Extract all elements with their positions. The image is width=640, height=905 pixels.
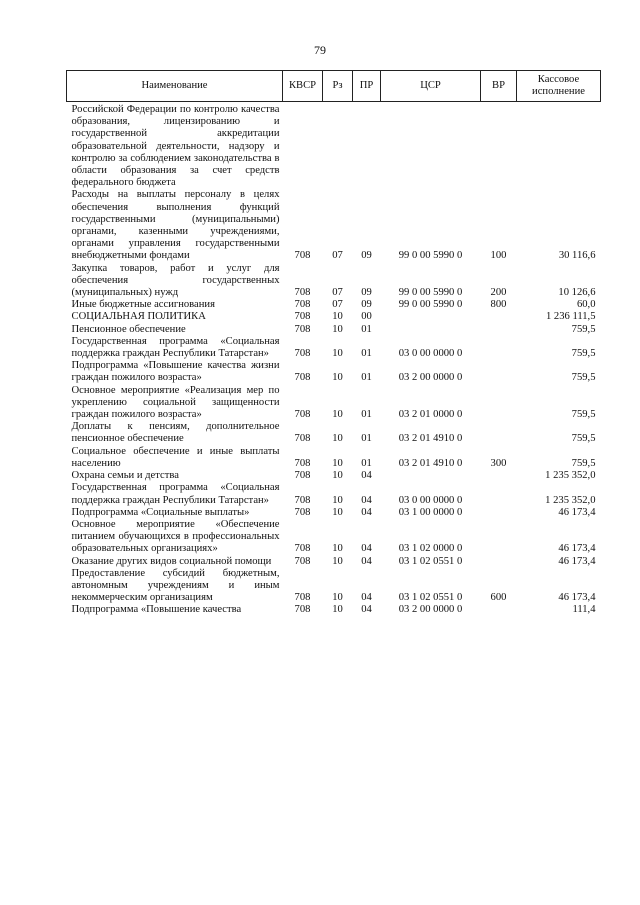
cell-kvsr: 708: [294, 543, 311, 555]
cell-sum: 46 173,4: [558, 555, 596, 567]
cell-kvsr: 708: [294, 311, 311, 323]
cell-pr: 01: [361, 433, 372, 445]
cell-rz: 10: [332, 457, 343, 469]
cell-kvsr: 708: [294, 592, 311, 604]
cell-name: Государственная программа «Социальная поддержка граждан Республики Татарстан»: [71, 482, 280, 506]
table-row: [67, 189, 601, 262]
cell-name: Подпрограмма «Социальные выплаты»: [71, 506, 250, 518]
cell-pr: 01: [361, 348, 372, 360]
cell-csr: [381, 324, 481, 336]
cell-pr: 01: [361, 323, 372, 335]
cell-csr: 03 2 01 4910 0: [398, 457, 463, 469]
cell-pr: 04: [361, 470, 372, 482]
cell-sum: 46 173,4: [558, 506, 596, 518]
cell-kvsr: 708: [294, 433, 311, 445]
table-row: [67, 421, 601, 445]
cell-csr: 03 2 00 0000 0: [398, 372, 463, 384]
cell-vr: 300: [490, 457, 507, 469]
cell-csr: 03 2 00 0000 0: [398, 604, 463, 616]
cell-vr: 100: [490, 250, 507, 262]
cell-vr: [481, 336, 517, 360]
header-name: Наименование: [67, 71, 283, 102]
cell-pr: 04: [361, 555, 372, 567]
table-row: [67, 102, 601, 190]
cell-sum: 759,5: [571, 457, 596, 469]
cell-kvsr: 708: [294, 409, 311, 421]
cell-vr: [481, 311, 517, 323]
header-rz: Рз: [323, 71, 353, 102]
cell-kvsr: 708: [294, 470, 311, 482]
cell-rz: 07: [332, 287, 343, 299]
cell-vr: 200: [490, 287, 507, 299]
cell-name: Социальное обеспечение и иные выплаты населению: [71, 445, 280, 469]
cell-csr: [381, 311, 481, 323]
budget-table: [66, 70, 601, 617]
cell-name: Государственная программа «Социальная поддержка граждан Республики Татарстан»: [71, 335, 280, 360]
cell-kvsr: 708: [294, 372, 311, 384]
cell-vr: [481, 385, 517, 422]
cell-rz: 10: [332, 592, 343, 604]
cell-rz: 10: [332, 348, 343, 360]
cell-pr: 04: [361, 604, 372, 616]
cell-csr: 03 0 00 0000 0: [398, 494, 463, 506]
cell-vr: [481, 421, 517, 445]
table-row: [67, 263, 601, 300]
cell-pr: 09: [361, 299, 372, 311]
cell-name: СОЦИАЛЬНАЯ ПОЛИТИКА: [71, 311, 206, 323]
cell-kvsr: 708: [294, 494, 311, 506]
table-row: [67, 299, 601, 311]
cell-pr: 09: [361, 250, 372, 262]
cell-vr: [481, 604, 517, 616]
cell-vr: 600: [490, 592, 507, 604]
cell-sum: 759,5: [571, 409, 596, 421]
cell-csr: [381, 470, 481, 482]
cell-rz: 10: [332, 494, 343, 506]
cell-name: Подпрограмма «Повышение качества жизни граждан пожилого возраста»: [71, 360, 280, 384]
cell-vr: [481, 102, 517, 190]
cell-sum: 759,5: [571, 433, 596, 445]
cell-kvsr: 708: [294, 506, 311, 518]
cell-vr: [481, 360, 517, 384]
cell-sum: 1 235 352,0: [545, 494, 596, 506]
cell-name: Охрана семьи и детства: [71, 470, 179, 482]
cell-vr: [481, 470, 517, 482]
cell-csr: 03 2 01 4910 0: [398, 433, 463, 445]
cell-csr: 03 1 02 0551 0: [398, 592, 463, 604]
cell-rz: 10: [332, 311, 343, 323]
cell-sum: 10 126,6: [558, 287, 596, 299]
table-row: [67, 604, 601, 616]
cell-pr: 04: [361, 543, 372, 555]
table-row: [67, 482, 601, 506]
cell-kvsr: 708: [294, 287, 311, 299]
table-body: [67, 102, 601, 617]
cell-name: Оказание других видов социальной помощи: [71, 555, 272, 567]
cell-sum: 111,4: [572, 604, 596, 616]
cell-csr: 03 0 00 0000 0: [398, 348, 463, 360]
cell-sum: 46 173,4: [558, 592, 596, 604]
cell-sum: [517, 102, 601, 190]
cell-csr: 03 1 02 0551 0: [398, 555, 463, 567]
cell-kvsr: 708: [294, 555, 311, 567]
cell-vr: [481, 324, 517, 336]
cell-sum: 60,0: [576, 299, 596, 311]
cell-csr: 99 0 00 5990 0: [398, 299, 463, 311]
cell-name: Предоставление субсидий бюджетным, автономным учреждениям и иным некоммерческим организациям: [71, 567, 280, 604]
table-row: [67, 507, 601, 519]
cell-csr: 99 0 00 5990 0: [398, 287, 463, 299]
cell-name: Российской Федерации по контролю качества образования, лицензированию и государственной аккредитации образовательной деятельности, надзору и контролю за соблюдением законодательства в области образования за счет средств федерального бюджета: [71, 104, 280, 189]
cell-kvsr: 708: [294, 299, 311, 311]
cell-name: Доплаты к пенсиям, дополнительное пенсионное обеспечение: [71, 421, 280, 445]
cell-pr: 04: [361, 506, 372, 518]
cell-pr: 00: [361, 311, 372, 323]
cell-rz: 10: [332, 604, 343, 616]
cell-sum: 1 235 352,0: [545, 470, 596, 482]
cell-pr: 04: [361, 592, 372, 604]
cell-sum: 759,5: [571, 323, 596, 335]
table-row: [67, 519, 601, 556]
cell-kvsr: [283, 102, 323, 190]
page-number: 79: [314, 43, 326, 57]
cell-rz: 10: [332, 543, 343, 555]
cell-sum: 1 236 111,5: [545, 311, 596, 323]
cell-csr: [381, 102, 481, 190]
cell-rz: 10: [332, 323, 343, 335]
cell-rz: 10: [332, 555, 343, 567]
cell-vr: [481, 482, 517, 506]
cell-name: Основное мероприятие «Реализация мер по укреплению социальной защищенности граждан пожилого возраста»: [71, 384, 280, 421]
cell-sum: 759,5: [571, 348, 596, 360]
cell-rz: 10: [332, 372, 343, 384]
cell-name: Закупка товаров, работ и услуг для обеспечения государственных (муниципальных) нужд: [71, 262, 280, 299]
cell-sum: 30 116,6: [558, 250, 596, 262]
table-row: [67, 336, 601, 360]
header-sum: Кассовое исполнение: [517, 71, 601, 102]
cell-kvsr: 708: [294, 323, 311, 335]
cell-csr: 03 1 00 0000 0: [398, 506, 463, 518]
table-row: [67, 385, 601, 422]
table-row: [67, 360, 601, 384]
header-csr: ЦСР: [381, 71, 481, 102]
cell-kvsr: 708: [294, 250, 311, 262]
cell-sum: 46 173,4: [558, 543, 596, 555]
cell-csr: 03 1 02 0000 0: [398, 543, 463, 555]
cell-csr: 03 2 01 0000 0: [398, 409, 463, 421]
cell-name: Пенсионное обеспечение: [71, 323, 186, 335]
cell-pr: 09: [361, 287, 372, 299]
table-row: [67, 556, 601, 568]
cell-rz: [323, 102, 353, 190]
cell-vr: [481, 519, 517, 556]
cell-sum: 759,5: [571, 372, 596, 384]
header-pr: ПР: [353, 71, 381, 102]
cell-pr: 01: [361, 409, 372, 421]
table-row: [67, 568, 601, 605]
cell-pr: 04: [361, 494, 372, 506]
cell-name: Подпрограмма «Повышение качества: [71, 604, 242, 616]
cell-kvsr: 708: [294, 348, 311, 360]
cell-name: Иные бюджетные ассигнования: [71, 299, 215, 311]
cell-pr: 01: [361, 457, 372, 469]
cell-rz: 10: [332, 506, 343, 518]
cell-pr: 01: [361, 372, 372, 384]
header-vr: ВР: [481, 71, 517, 102]
cell-name: Основное мероприятие «Обеспечение питанием обучающихся в профессиональных образовательных организациях»: [71, 518, 280, 555]
cell-rz: 10: [332, 433, 343, 445]
cell-vr: [481, 507, 517, 519]
table-row: [67, 470, 601, 482]
cell-rz: 07: [332, 299, 343, 311]
table-row: [67, 446, 601, 470]
cell-vr: [481, 556, 517, 568]
table-header: [67, 71, 601, 102]
header-kvsr: КВСР: [283, 71, 323, 102]
cell-csr: 99 0 00 5990 0: [398, 250, 463, 262]
cell-pr: [353, 102, 381, 190]
cell-kvsr: 708: [294, 604, 311, 616]
cell-rz: 10: [332, 409, 343, 421]
cell-rz: 07: [332, 250, 343, 262]
table-row: [67, 311, 601, 323]
table-row: [67, 324, 601, 336]
cell-vr: 800: [490, 299, 507, 311]
cell-name: Расходы на выплаты персоналу в целях обеспечения выполнения функций государственными (муниципальными) органами, казенными учреждениями, органами управления государственными внебюджетными фондами: [71, 189, 280, 262]
cell-rz: 10: [332, 470, 343, 482]
cell-kvsr: 708: [294, 457, 311, 469]
